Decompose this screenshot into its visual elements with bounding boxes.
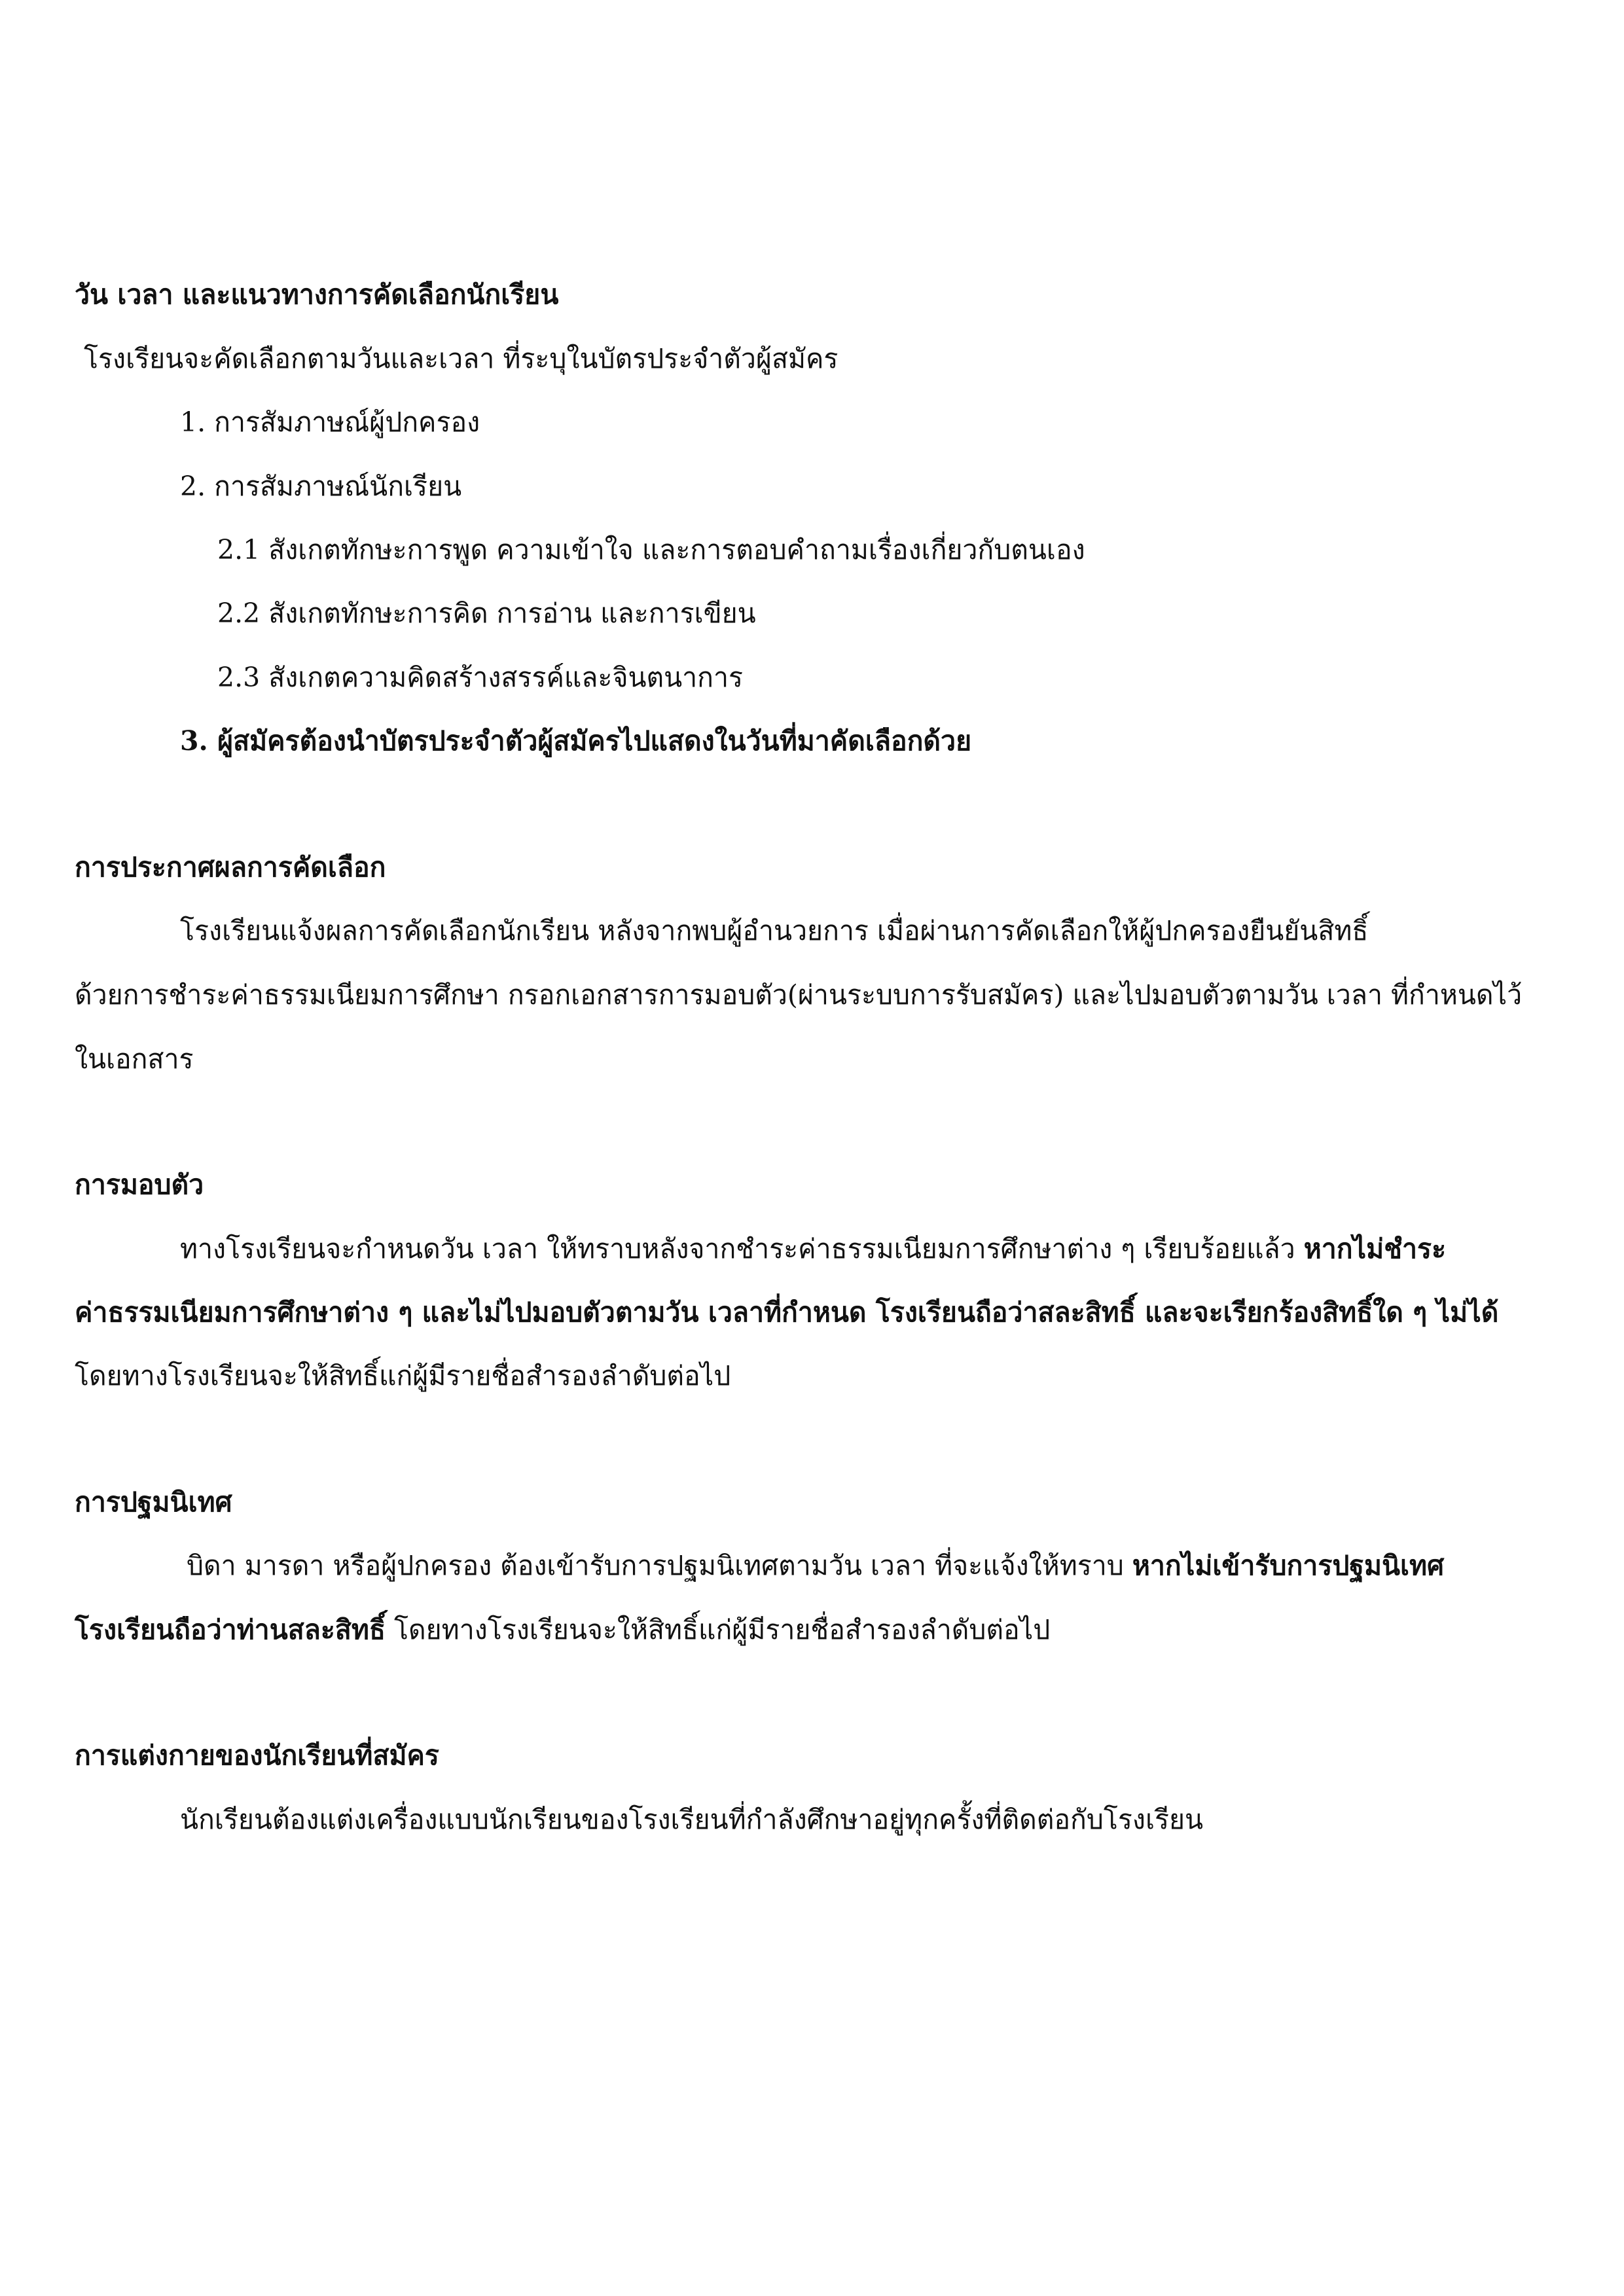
section-heading-results-announcement: การประกาศผลการคัดเลือก — [75, 852, 386, 883]
sub-item-creativity: 2.3 สังเกตความคิดสร้างสรรค์และจินตนาการ — [217, 662, 744, 693]
paragraph-emphasis: โรงเรียนถือว่าท่านสละสิทธิ์ — [75, 1614, 386, 1645]
paragraph-text: โดยทางโรงเรียนจะให้สิทธิ์แก่ผู้มีรายชื่อสำรองลำดับต่อไป — [385, 1614, 1051, 1645]
section-heading-dress-code: การแต่งกายของนักเรียนที่สมัคร — [75, 1740, 439, 1771]
paragraph-line: ในเอกสาร — [75, 1043, 194, 1075]
sub-item-thinking-skills: 2.2 สังเกตทักษะการคิด การอ่าน และการเขียน — [217, 598, 756, 629]
selection-intro-text: โรงเรียนจะคัดเลือกตามวันและเวลา ที่ระบุในบัตรประจำตัวผู้สมัคร — [84, 343, 839, 374]
section-heading-orientation: การปฐมนิเทศ — [75, 1486, 232, 1518]
list-item-bring-applicant-card: 3. ผู้สมัครต้องนำบัตรประจำตัวผู้สมัครไปแสดงในวันที่มาคัดเลือกด้วย — [180, 725, 972, 757]
paragraph-emphasis: หากไม่ชำระ — [1303, 1233, 1447, 1265]
section-heading-selection-schedule: วัน เวลา และแนวทางการคัดเลือกนักเรียน — [75, 279, 559, 310]
paragraph-line: โรงเรียนแจ้งผลการคัดเลือกนักเรียน หลังจากพบผู้อำนวยการ เมื่อผ่านการคัดเลือกให้ผู้ปกครองยืนยันสิทธิ์ — [180, 915, 1369, 946]
paragraph-line — [180, 1229, 1446, 1268]
paragraph-line — [187, 1546, 1444, 1585]
paragraph-line: ด้วยการชำระค่าธรรมเนียมการศึกษา กรอกเอกสารการมอบตัว(ผ่านระบบการรับสมัคร) และไปมอบตัวตามวัน เวลา ที่กำหนดไว้ — [75, 979, 1523, 1011]
list-item-parent-interview: 1. การสัมภาษณ์ผู้ปกครอง — [180, 406, 480, 438]
paragraph-emphasis-line: ค่าธรรมเนียมการศึกษาต่าง ๆ และไม่ไปมอบตัวตามวัน เวลาที่กำหนด โรงเรียนถือว่าสละสิทธิ์ และจะเรียกร้องสิทธิ์ใด ๆ ไม่ได้ — [75, 1297, 1499, 1328]
paragraph-emphasis: หากไม่เข้ารับการปฐมนิเทศ — [1132, 1550, 1445, 1581]
paragraph-line: โดยทางโรงเรียนจะให้สิทธิ์แก่ผู้มีรายชื่อสำรองลำดับต่อไป — [75, 1360, 731, 1391]
paragraph-text: บิดา มารดา หรือผู้ปกครอง ต้องเข้ารับการปฐมนิเทศตามวัน เวลา ที่จะแจ้งให้ทราบ — [187, 1550, 1132, 1581]
sub-item-speaking-skills: 2.1 สังเกตทักษะการพูด ความเข้าใจ และการตอบคำถามเรื่องเกี่ยวกับตนเอง — [217, 534, 1085, 565]
paragraph-line: นักเรียนต้องแต่งเครื่องแบบนักเรียนของโรงเรียนที่กำลังศึกษาอยู่ทุกครั้งที่ติดต่อกับโรงเรียน — [180, 1804, 1204, 1835]
list-item-student-interview: 2. การสัมภาษณ์นักเรียน — [180, 471, 462, 502]
paragraph-text: ทางโรงเรียนจะกำหนดวัน เวลา ให้ทราบหลังจากชำระค่าธรรมเนียมการศึกษาต่าง ๆ เรียบร้อยแล้ว — [180, 1233, 1304, 1265]
section-heading-enrollment: การมอบตัว — [75, 1169, 204, 1200]
paragraph-line — [75, 1610, 1050, 1649]
